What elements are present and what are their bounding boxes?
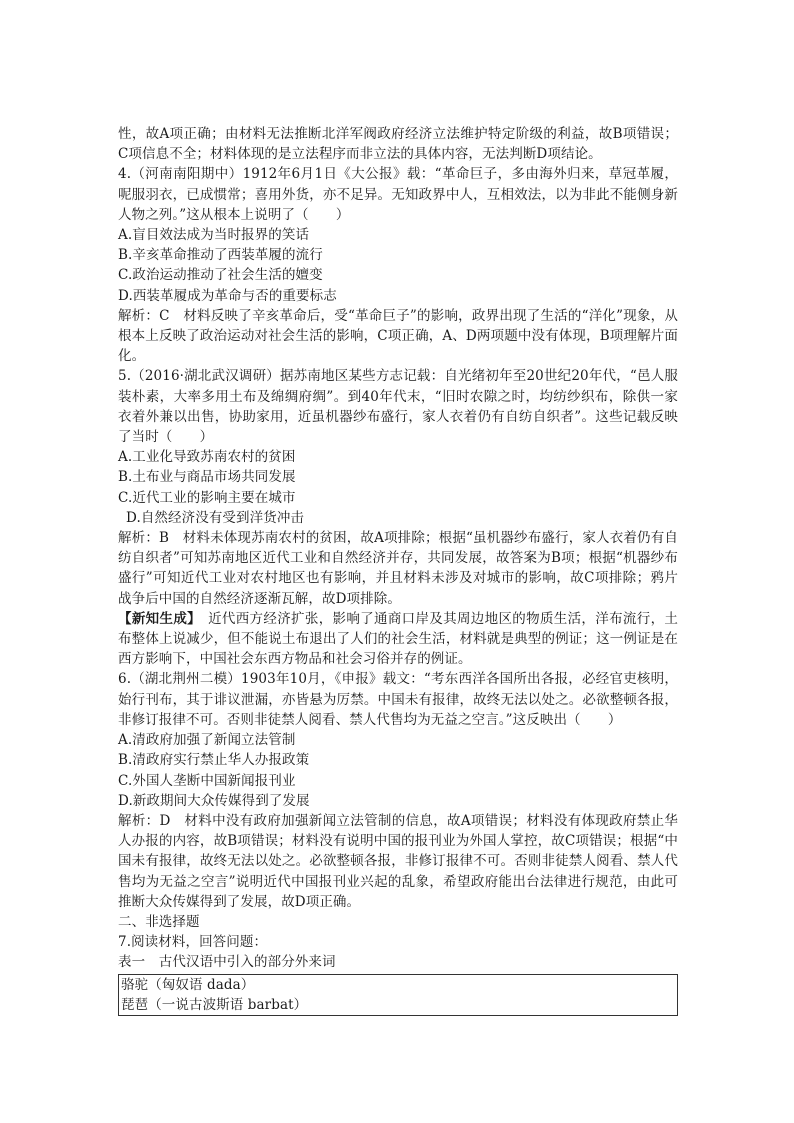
table-title: 表一 古代汉语中引入的部分外来词 <box>118 954 336 971</box>
q6-option-a: A.清政府加强了新闻立法管制 <box>118 732 296 749</box>
q6-option-d: D.新政期间大众传媒得到了发展 <box>118 792 310 809</box>
new-knowledge-text: 近代西方经济扩张，影响了通商口岸及其周边地区的物质生活，洋布流行，土布整体上说减少，但不能说土布退出了人们的社会生活，材料就是典型的例证；这一例证是在西方影响下，中国社会东西方物品和社会习俗并存的例证。 <box>118 610 679 668</box>
q6-analysis: 解析：D 材料中没有政府加强新闻立法管制的信息，故A项错误；材料没有体现政府禁止华人办报的内容，故B项错误；材料没有说明中国的报刊业为外国人掌控，故C项错误；根据“中国未有报律，故终无法以处之。必欲整顿各报，非修订报律不可。否则非徒禁人阅看、禁人代售均为无益之空言”说明近代中国报刊业兴起的乱象，希望政府能出台法律进行规范，由此可推断大众传媒得到了发展，故D项正确。 <box>118 812 678 910</box>
q6-option-c: C.外国人垄断中国新闻报刊业 <box>118 772 296 789</box>
q5-stem: 5.（2016·湖北武汉调研）据苏南地区某些方志记载：自光绪初年至20世纪20年代，“邑人服装朴素，大率多用土布及绵绸府绸”。到40年代末，“旧时农隙之时，均纺纱织布，除供一家衣着外兼以出售，协助家用，近虽机器纱布盛行，家人衣着仍有自纺自织者”。这些记载反映了当时（ ） <box>118 368 678 446</box>
q6-stem: 6.（湖北荆州二模）1903年10月，《申报》载文：“考东西洋各国所出各报，必经官吏核明，始行刊布，其于诽议泄漏，亦皆悬为厉禁。中国未有报律，故终无法以处之。必欲整顿各报，非修订报律不可。否则非徒禁人阅看、禁人代售均为无益之空言。”这反映出（ ） <box>118 671 678 728</box>
document-page <box>118 124 678 1016</box>
q5-option-c: C.近代工业的影响主要在城市 <box>118 489 296 506</box>
table-row: 琵琶（一说古波斯语 barbat） <box>121 996 308 1013</box>
q4-option-c: C.政治运动推动了社会生活的嬗变 <box>118 267 323 284</box>
loanword-table <box>118 974 678 1016</box>
q4-stem: 4.（河南南阳期中）1912年6月1日《大公报》载：“革命巨子，多由海外归来，草冠革履，呢服羽衣，已成惯常；喜用外货，亦不足异。无知政界中人，互相效法，以为非此不能侧身新人物之列。”这从根本上说明了（ ） <box>118 166 678 223</box>
section-heading: 二、非选择题 <box>118 913 200 930</box>
q6-option-b: B.清政府实行禁止华人办报政策 <box>118 752 310 769</box>
q5-option-d: D.自然经济没有受到洋货冲击 <box>126 509 305 526</box>
q5-analysis: 解析：B 材料未体现苏南农村的贫困，故A项排除；根据“虽机器纱布盛行，家人衣着仍有自纺自织者”可知苏南地区近代工业和自然经济并存，共同发展，故答案为B项；根据“机器纱布盛行”可知近代工业对农村地区也有影响，并且材料未涉及对城市的影响，故C项排除；鸦片战争后中国的自然经济逐渐瓦解，故D项排除。 <box>118 530 678 607</box>
q7-stem: 7.阅读材料，回答问题： <box>118 934 268 951</box>
q4-analysis: 解析：C 材料反映了辛亥革命后，受“革命巨子”的影响，政界出现了生活的“洋化”现象，从根本上反映了政治运动对社会生活的影响，C项正确，A、D两项题中没有体现，B项理解片面化。 <box>118 307 678 365</box>
q4-option-d: D.西装革履成为革命与否的重要标志 <box>118 287 337 304</box>
q3-analysis-tail: 性，故A项正确；由材料无法推断北洋军阀政府经济立法维护特定阶级的利益，故B项错误；C项信息不全；材料体现的是立法程序而非立法的具体内容，无法判断D项结论。 <box>118 126 678 163</box>
q5-new-knowledge <box>118 609 678 670</box>
q4-option-a: A.盲目效法成为当时报界的笑话 <box>118 227 310 244</box>
new-knowledge-tag: 【新知生成】 <box>118 610 195 627</box>
q4-option-b: B.辛亥革命推动了西装革履的流行 <box>118 247 323 264</box>
q5-option-b: B.土布业与商品市场共同发展 <box>118 469 296 486</box>
table-row: 骆驼（匈奴语 dada） <box>121 976 255 993</box>
q5-option-a: A.工业化导致苏南农村的贫困 <box>118 449 296 466</box>
